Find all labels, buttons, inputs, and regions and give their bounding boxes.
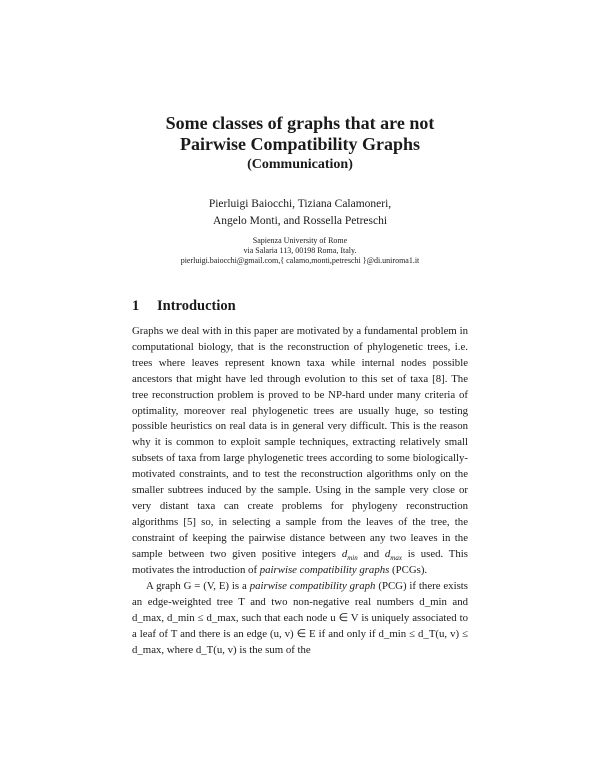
paragraph-1 xyxy=(132,324,468,579)
section-number: 1 xyxy=(132,298,140,314)
section-heading xyxy=(132,298,236,315)
pcg-abbrev: (PCGs). xyxy=(389,563,428,576)
affiliation-address: via Salaria 113, 00198 Roma, Italy. xyxy=(243,246,357,255)
paragraph-1-text: Graphs we deal with in this paper are motivated by a fundamental problem in computational biology, that is the reconstruction of phylogenetic trees, i.e. trees where leaves represent known taxa while internal nodes possible ancestors that might have led through evolution to this set of taxa [8]. The tree reconstruction problem is proved to be NP-hard under many criteria of optimality, moreover real phylogenetic trees are usually huge, so testing possible heuristics on real data is in general very difficult. This is the reason why it is common to exploit sample techniques, extracting relatively small subsets of taxa from large phylogenetic trees according to some biologically-motivated constraints, and to test the reconstruction algorithms only on the smaller subtrees induced by the sample. Using in the sample very close or very distant taxa can create problems for phylogeny reconstruction algorithms [5] so, in selecting a sample from the leaves of the tree, the constraint of keeping the pairwise distance between any two leaves in the sample between two given positive integers xyxy=(132,325,468,560)
affiliation-emails: pierluigi.baiocchi@gmail.com,{ calamo,monti,petreschi }@di.uniroma1.it xyxy=(180,256,420,265)
and-text: and xyxy=(357,547,385,560)
authors-line-2: Angelo Monti, and Rossella Petreschi xyxy=(212,215,388,227)
section-title: Introduction xyxy=(157,298,236,314)
dmin-symbol: $d_{min}$ xyxy=(341,547,358,562)
paper-title-line-1: Some classes of graphs that are not xyxy=(165,113,435,133)
paper-subtitle: (Communication) xyxy=(247,157,353,172)
paragraph-2 xyxy=(132,579,468,659)
affiliation-institution: Sapienza University of Rome xyxy=(252,236,348,245)
pcg-term: pairwise compatibility graphs xyxy=(259,563,390,576)
dmax-symbol: $d_{max}$ xyxy=(384,547,402,562)
paragraph-2-rest: (PCG) if there exists an edge-weighted tree T and two non-negative real numbers d_min and d_max, d_min ≤ d_max, such that each node u ∈ V is uniquely associated to a leaf of T and there is an edge (u, v) ∈ E if and only if d_min ≤ d_T(u, v) ≤ d_max, where d_T(u, v) is the sum of the xyxy=(132,580,468,656)
paragraph-2-start: A graph G = (V, E) is a xyxy=(146,580,250,592)
paragraph-1-end: is used. This motivates the introduction of xyxy=(132,547,468,576)
paper-title-line-2: Pairwise Compatibility Graphs xyxy=(179,134,420,154)
authors-line-1: Pierluigi Baiocchi, Tiziana Calamoneri, xyxy=(208,198,392,210)
pcg-definition-term: pairwise compatibility graph xyxy=(249,580,376,592)
